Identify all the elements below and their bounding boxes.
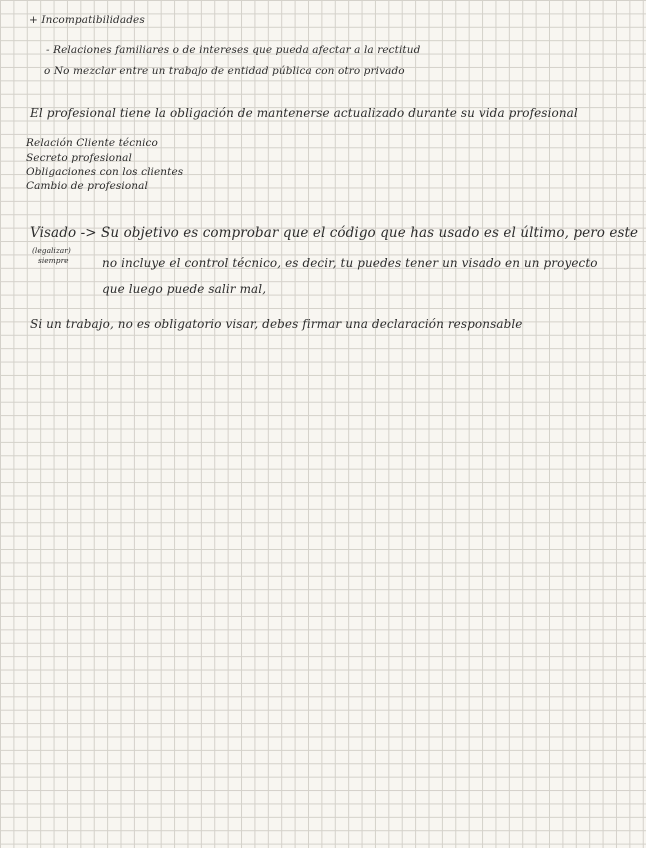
incompat-item-1: - Relaciones familiares o de intereses que pueda afectar a la rectitud: [46, 44, 421, 56]
final-line: Si un trabajo, no es obligatorio visar, debes firmar una declaración responsable: [30, 317, 523, 331]
visado-line-1: Visado -> Su objetivo es comprobar que el código que has usado es el último, pero este: [30, 225, 639, 241]
visado-line-2: no incluye el control técnico, es decir, tu puedes tener un visado en un proyecto: [102, 256, 598, 270]
visado-tag-siempre: siempre: [38, 256, 69, 265]
visado-tag-legalizar: (legalizar): [32, 246, 71, 255]
visado-line-3: que luego puede salir mal,: [102, 282, 267, 296]
topic-item: Obligaciones con los clientes: [26, 166, 184, 178]
topic-item: Cambio de profesional: [26, 180, 148, 192]
topic-item: Secreto profesional: [26, 152, 132, 164]
incompat-item-2: o No mezclar entre un trabajo de entidad pública con otro privado: [44, 65, 405, 77]
heading-incompatibilidades: + Incompatibilidades: [29, 14, 145, 26]
obligation-text: El profesional tiene la obligación de mantenerse actualizado durante su vida profesional: [30, 106, 578, 120]
topic-item: Relación Cliente técnico: [26, 137, 158, 149]
